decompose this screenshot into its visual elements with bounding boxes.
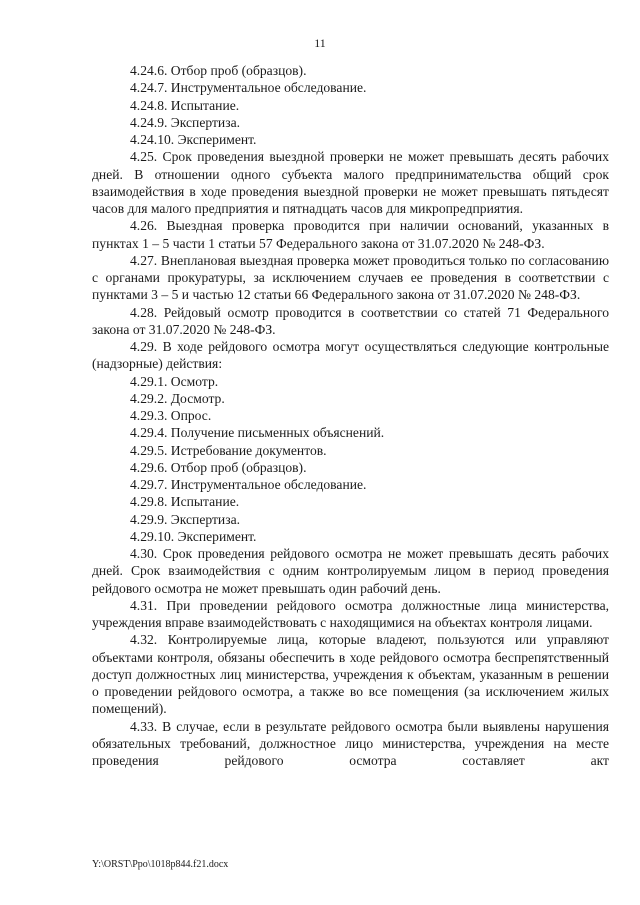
paragraph-4-31: 4.31. При проведении рейдового осмотра должностные лица министерства, учреждения вправе взаимодействовать с находящимися на объектах контроля лицами. bbox=[92, 597, 609, 630]
paragraph-4-27: 4.27. Внеплановая выездная проверка может проводиться только по согласованию с органами прокуратуры, за исключением случаев ее проведения в соответствии с пунктами 3 – 5 и частью 12 статьи 66 Федерального закона от 31.07.2020 № 248-ФЗ. bbox=[92, 252, 609, 303]
footer-file-path: Y:\ORST\Ppo\1018p844.f21.docx bbox=[92, 859, 229, 870]
paragraph-4-26: 4.26. Выездная проверка проводится при наличии оснований, указанных в пунктах 1 – 5 части 1 статьи 57 Федерального закона от 31.07.2020 № 248-ФЗ. bbox=[92, 218, 609, 251]
paragraph-4-29-6: 4.29.6. Отбор проб (образцов). bbox=[130, 459, 307, 475]
paragraph-4-32: 4.32. Контролируемые лица, которые владеют, пользуются или управляют объектами контроля, обязаны обеспечить в ходе рейдового осмотра беспрепятственный доступ должностных лиц министерства, учреждения к объектам, указанным в решении о проведении рейдового осмотра, а также во все помещения (за исключением жилых помещений). bbox=[92, 632, 609, 717]
paragraph-4-29-3: 4.29.3. Опрос. bbox=[130, 408, 212, 423]
paragraph-4-25: 4.25. Срок проведения выездной проверки не может превышать десять рабочих дней. В отношении одного субъекта малого предпринимательства общий срок взаимодействия в ходе проведения выездной проверки не может превышать пятьдесят часов для малого предприятия и пятнадцать часов для микропредприятия. bbox=[92, 149, 609, 216]
paragraph-4-29-10: 4.29.10. Эксперимент. bbox=[130, 528, 257, 544]
paragraph-4-24-9: 4.24.9. Экспертиза. bbox=[130, 114, 240, 130]
paragraph-4-29-8: 4.29.8. Испытание. bbox=[130, 494, 240, 510]
paragraph-4-29-9: 4.29.9. Экспертиза. bbox=[130, 511, 240, 527]
paragraph-4-33: 4.33. В случае, если в результате рейдового осмотра были выявлены нарушения обязательных требований, должностное лицо министерства, учреждения на месте проведения рейдового осмотра составляет акт bbox=[92, 718, 609, 768]
paragraph-4-30: 4.30. Срок проведения рейдового осмотра не может превышать десять рабочих дней. Срок взаимодействия с одним контролируемым лицом в период проведения рейдового осмотра не может превышать один рабочий день. bbox=[92, 546, 609, 596]
paragraph-4-29-7: 4.29.7. Инструментальное обследование. bbox=[130, 477, 367, 492]
paragraph-4-28: 4.28. Рейдовый осмотр проводится в соответствии со статей 71 Федерального закона от 31.07.2020 № 248-ФЗ. bbox=[92, 304, 609, 337]
paragraph-4-29: 4.29. В ходе рейдового осмотра могут осуществляться следующие контрольные (надзорные) действия: bbox=[92, 339, 609, 372]
paragraph-4-29-5: 4.29.5. Истребование документов. bbox=[130, 442, 327, 458]
paragraph-4-29-2: 4.29.2. Досмотр. bbox=[130, 390, 225, 406]
paragraph-4-24-7: 4.24.7. Инструментальное обследование. bbox=[130, 80, 367, 96]
paragraph-4-24-6: 4.24.6. Отбор проб (образцов). bbox=[130, 63, 307, 78]
page-number: 11 bbox=[314, 36, 326, 50]
document-body bbox=[92, 62, 609, 769]
paragraph-4-29-1: 4.29.1. Осмотр. bbox=[130, 373, 219, 389]
paragraph-4-24-8: 4.24.8. Испытание. bbox=[130, 97, 240, 113]
paragraph-4-29-4: 4.29.4. Получение письменных объяснений. bbox=[130, 425, 385, 441]
paragraph-4-24-10: 4.24.10. Эксперимент. bbox=[130, 132, 257, 147]
